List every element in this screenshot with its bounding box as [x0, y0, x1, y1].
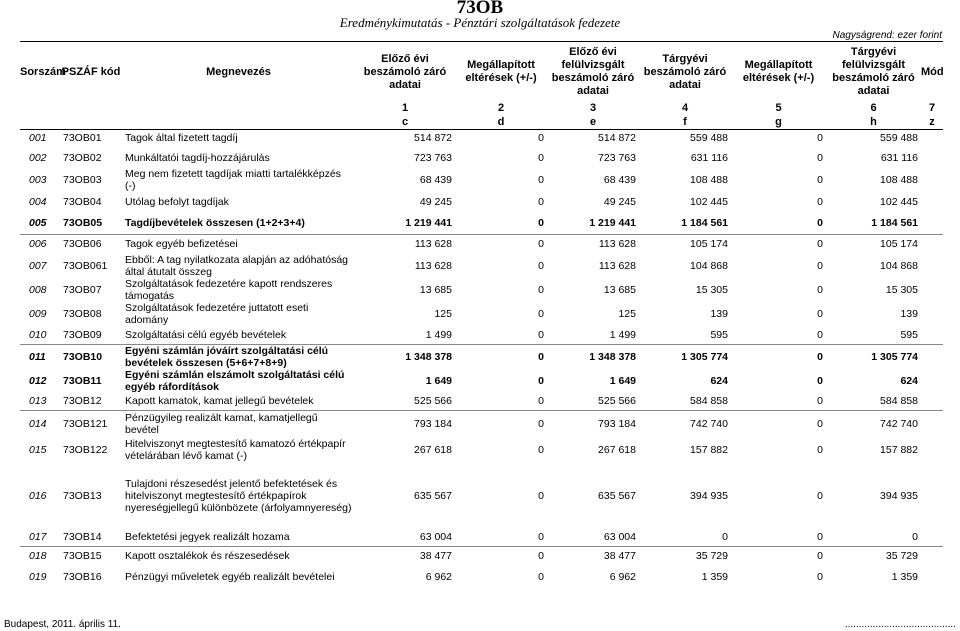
row-mod [921, 463, 943, 529]
row-description: Szolgáltatások fedezetére kapott rendszeres támogatás [125, 278, 333, 302]
row-mod [921, 393, 943, 411]
row-pszaf-code: 73OB08 [63, 308, 102, 320]
row-number: 016 [29, 489, 47, 502]
row-mod [921, 529, 943, 547]
row-value: 0 [817, 132, 823, 144]
row-value: 0 [538, 489, 544, 502]
row-value: 793 184 [598, 417, 636, 430]
row-pszaf-code: 73OB02 [63, 152, 102, 164]
row-value: 1 219 441 [355, 212, 455, 234]
row-number: 008 [29, 284, 47, 296]
row-number: 017 [20, 529, 60, 547]
row-value: 514 872 [598, 132, 636, 144]
row-value: 0 [817, 489, 823, 502]
col-number: 4 [681, 101, 689, 114]
row-value: 15 305 [695, 284, 728, 296]
row-pszaf-code: 73OB06 [63, 238, 102, 251]
row-value: 68 439 [603, 174, 636, 186]
row-mod [921, 192, 943, 212]
row-value: 1 499 [547, 326, 639, 344]
row-value: 38 477 [603, 549, 636, 562]
row-value: 514 872 [414, 132, 452, 144]
table-row [20, 302, 943, 326]
row-value: 0 [455, 212, 547, 234]
row-value: 394 935 [690, 489, 728, 502]
row-value: 125 [618, 308, 636, 320]
row-value: 1 649 [425, 374, 452, 387]
row-value: 0 [538, 570, 544, 583]
col-eltet-1: Megállapított eltérések (+/-) [465, 59, 537, 84]
table-row [20, 254, 943, 278]
row-value: 631 116 [690, 152, 728, 164]
row-value: 525 566 [547, 393, 639, 411]
row-description: Kapott osztalékok és részesedések [125, 549, 290, 562]
row-description: Tagok egyéb befizetései [125, 238, 238, 251]
table-row [20, 369, 943, 393]
footer-signature-line: ........................................ [844, 619, 956, 630]
row-pszaf-code: 73OB11 [63, 374, 102, 387]
row-mod [921, 547, 943, 565]
col-megnevezes: Megnevezés [206, 65, 271, 78]
row-value: 13 685 [419, 284, 452, 296]
row-number: 010 [20, 326, 60, 344]
row-value: 0 [817, 238, 823, 251]
row-pszaf-code: 73OB03 [63, 174, 102, 186]
col-letter: c [355, 115, 455, 130]
row-value: 49 245 [419, 196, 452, 208]
row-value: 0 [538, 152, 544, 164]
table-row [20, 565, 943, 589]
row-value: 113 628 [414, 260, 452, 272]
row-value: 1 348 378 [405, 350, 452, 363]
row-number: 015 [29, 443, 47, 456]
row-value: 0 [538, 417, 544, 430]
row-value: 0 [538, 374, 544, 387]
row-value: 0 [817, 174, 823, 186]
row-value: 559 488 [880, 132, 918, 144]
row-description: Befektetési jegyek realizált hozama [122, 529, 355, 547]
row-mod [921, 168, 943, 192]
row-description: Hitelviszonyt megtestesítő kamatozó értékpapír vételárában lévő kamat (-) [125, 437, 346, 462]
table-row [20, 344, 943, 369]
table-row [20, 148, 943, 168]
col-elozo-felulvizsgalt: Előző évi felülvizsgált beszámoló záró adatai [551, 46, 635, 97]
data-table [20, 128, 943, 589]
table-row [20, 547, 943, 565]
row-value: 0 [817, 260, 823, 272]
col-letter: d [455, 115, 547, 130]
row-value: 1 184 561 [826, 212, 921, 234]
row-value: 139 [710, 308, 728, 320]
row-value: 0 [455, 393, 547, 411]
row-value: 1 649 [609, 374, 636, 387]
row-value: 0 [538, 196, 544, 208]
row-value: 0 [455, 326, 547, 344]
row-value: 139 [900, 308, 918, 320]
col-pszaf-kod: PSZÁF kód [61, 65, 121, 78]
row-value: 584 858 [639, 393, 731, 411]
row-value: 102 445 [690, 196, 728, 208]
row-mod [921, 411, 943, 437]
col-letter: z [921, 115, 943, 130]
row-mod [921, 565, 943, 589]
row-value: 0 [538, 308, 544, 320]
row-description: Tagdíjbevételek összesen (1+2+3+4) [122, 212, 355, 234]
row-value: 0 [538, 174, 544, 186]
row-pszaf-code: 73OB01 [63, 132, 102, 144]
table-row [20, 463, 943, 529]
row-description: Meg nem fizetett tagdíjak miatti tartalékképzés (-) [125, 168, 341, 192]
row-value: 0 [731, 326, 826, 344]
row-description: Ebből: A tag nyilatkozata alapján az adóhatóság által átutalt összeg [125, 254, 349, 278]
col-mod: Mód [921, 65, 944, 78]
row-value: 0 [817, 549, 823, 562]
row-value: 0 [817, 152, 823, 164]
row-value: 1 305 774 [681, 350, 728, 363]
row-value: 595 [826, 326, 921, 344]
row-number: 003 [29, 174, 47, 186]
row-value: 104 868 [690, 260, 728, 272]
row-value: 68 439 [419, 174, 452, 186]
row-mod [921, 369, 943, 393]
row-mod [921, 278, 943, 302]
row-value: 394 935 [880, 489, 918, 502]
row-value: 0 [538, 132, 544, 144]
row-value: 1 348 378 [589, 350, 636, 363]
row-value: 0 [731, 393, 826, 411]
row-value: 525 566 [355, 393, 455, 411]
col-letter: h [826, 115, 921, 130]
row-mod [921, 148, 943, 168]
row-value: 1 359 [701, 570, 728, 583]
table-row [20, 411, 943, 437]
row-number: 001 [29, 132, 47, 144]
row-pszaf-code: 73OB061 [63, 260, 108, 272]
row-description: Egyéni számlán jóváírt szolgáltatási célú bevételek összesen (5+6+7+8+9) [125, 344, 329, 369]
row-value: 1 219 441 [547, 212, 639, 234]
row-pszaf-code: 73OB09 [60, 326, 122, 344]
row-number: 006 [29, 238, 47, 251]
row-value: 0 [538, 284, 544, 296]
row-value: 113 628 [414, 238, 452, 251]
table-row [20, 128, 943, 148]
row-value: 0 [817, 443, 823, 456]
col-number: 1 [401, 101, 409, 114]
row-value: 35 729 [695, 549, 728, 562]
row-mod [921, 344, 943, 369]
row-value: 0 [817, 284, 823, 296]
row-value: 267 618 [598, 443, 636, 456]
row-mod [921, 326, 943, 344]
row-value: 0 [639, 529, 731, 547]
row-value: 35 729 [885, 549, 918, 562]
row-value: 1 184 561 [639, 212, 731, 234]
row-value: 742 740 [690, 417, 728, 430]
row-value: 793 184 [414, 417, 452, 430]
table-row [20, 393, 943, 411]
col-number: 7 [928, 101, 936, 114]
row-value: 0 [538, 350, 544, 363]
row-mod [921, 234, 943, 254]
row-value: 0 [538, 443, 544, 456]
footer-place-date: Budapest, 2011. április 11. [4, 619, 121, 630]
row-value: 113 628 [598, 260, 636, 272]
col-letter: e [547, 115, 639, 130]
row-value: 0 [538, 238, 544, 251]
row-description: Pénzügyi műveletek egyéb realizált bevételei [125, 570, 335, 583]
row-value: 0 [817, 350, 823, 363]
row-description: Tagok által fizetett tagdíj [125, 132, 238, 144]
row-value: 104 868 [880, 260, 918, 272]
row-number: 002 [29, 152, 47, 164]
row-value: 113 628 [598, 238, 636, 251]
row-value: 105 174 [690, 238, 728, 251]
col-letter: f [639, 115, 731, 130]
table-row [20, 529, 943, 547]
row-mod [921, 302, 943, 326]
col-letter: g [731, 115, 826, 130]
row-pszaf-code: 73OB16 [63, 570, 102, 583]
col-number: 5 [775, 101, 782, 114]
row-value: 15 305 [885, 284, 918, 296]
table-row [20, 212, 943, 234]
table-row [20, 326, 943, 344]
report-subtitle: Eredménykimutatás - Pénztári szolgáltatások fedezete [339, 15, 621, 30]
row-description: Pénzügyileg realizált kamat, kamatjellegű bevétel [125, 411, 318, 436]
row-value: 0 [538, 260, 544, 272]
row-number: 009 [29, 308, 47, 320]
row-value: 595 [639, 326, 731, 344]
row-value: 6 962 [425, 570, 452, 583]
row-pszaf-code: 73OB10 [63, 350, 103, 363]
table-row [20, 437, 943, 463]
row-number: 005 [20, 212, 60, 234]
row-pszaf-code: 73OB13 [63, 489, 102, 502]
row-value: 723 763 [598, 152, 636, 164]
report-title: 73OB [456, 0, 504, 18]
row-number: 018 [29, 549, 47, 562]
row-mod [921, 128, 943, 148]
column-header [20, 43, 943, 130]
col-targyevi: Tárgyévi beszámoló záró adatai [643, 52, 727, 91]
row-description: Szolgáltatási célú egyéb bevételek [122, 326, 355, 344]
row-value: 105 174 [880, 238, 918, 251]
row-value: 108 488 [880, 174, 918, 186]
row-value: 125 [434, 308, 452, 320]
row-value: 584 858 [826, 393, 921, 411]
row-value: 38 477 [419, 549, 452, 562]
row-value: 63 004 [547, 529, 639, 547]
row-number: 011 [29, 350, 46, 363]
row-description: Utólag befolyt tagdíjak [125, 196, 229, 208]
col-number: 6 [870, 101, 877, 114]
table-row [20, 168, 943, 192]
row-pszaf-code: 73OB05 [60, 212, 122, 234]
row-pszaf-code: 73OB121 [63, 417, 108, 430]
row-pszaf-code: 73OB14 [60, 529, 122, 547]
row-value: 624 [710, 374, 728, 387]
table-row [20, 234, 943, 254]
row-pszaf-code: 73OB04 [63, 196, 102, 208]
row-value: 559 488 [690, 132, 728, 144]
row-value: 108 488 [690, 174, 728, 186]
row-value: 0 [455, 529, 547, 547]
row-number: 007 [29, 260, 47, 272]
row-mod [921, 254, 943, 278]
row-description: Kapott kamatok, kamat jellegű bevételek [122, 393, 355, 411]
row-value: 723 763 [414, 152, 452, 164]
row-description: Szolgáltatások fedezetére juttatott eseti adomány [125, 302, 309, 326]
row-value: 13 685 [603, 284, 636, 296]
row-pszaf-code: 73OB07 [63, 284, 102, 296]
row-value: 102 445 [880, 196, 918, 208]
row-number: 014 [29, 417, 47, 430]
header-top-rule [20, 41, 943, 42]
row-value: 0 [731, 529, 826, 547]
row-value: 0 [538, 549, 544, 562]
row-value: 1 499 [355, 326, 455, 344]
table-row [20, 278, 943, 302]
row-number: 012 [29, 374, 47, 387]
row-mod [921, 437, 943, 463]
row-value: 0 [817, 417, 823, 430]
row-number: 004 [29, 196, 47, 208]
col-sorszam: Sorszám [20, 65, 66, 78]
col-eltet-2: Megállapított eltérések (+/-) [742, 59, 815, 84]
row-value: 635 567 [414, 489, 452, 502]
col-elozo-evi: Előző évi beszámoló záró adatai [363, 52, 447, 91]
row-value: 742 740 [880, 417, 918, 430]
row-value: 0 [731, 212, 826, 234]
col-targyevi-felulvizsgalt: Tárgyévi felülvizsgált beszámoló záró adatai [832, 46, 915, 97]
row-pszaf-code: 73OB15 [63, 549, 102, 562]
row-description: Tulajdoni részesedést jelentő befektetések és hitelviszonyt megtestesítő értékpapírok nyereségjellegű különbözete (árfolyamnyereség) [125, 477, 352, 514]
row-value: 157 882 [880, 443, 918, 456]
row-value: 631 116 [880, 152, 918, 164]
row-description: Egyéni számlán elszámolt szolgáltatási célú egyéb ráfordítások [125, 368, 345, 393]
table-row [20, 192, 943, 212]
col-number: 2 [497, 101, 505, 114]
row-value: 6 962 [609, 570, 636, 583]
row-value: 0 [817, 570, 823, 583]
row-value: 0 [817, 308, 823, 320]
row-value: 0 [817, 196, 823, 208]
row-value: 49 245 [603, 196, 636, 208]
row-value: 157 882 [690, 443, 728, 456]
row-value: 63 004 [355, 529, 455, 547]
row-number: 013 [20, 393, 60, 411]
row-value: 0 [826, 529, 921, 547]
row-value: 267 618 [414, 443, 452, 456]
col-number: 3 [589, 101, 597, 114]
row-number: 019 [29, 570, 47, 583]
row-pszaf-code: 73OB122 [63, 443, 108, 456]
row-value: 1 359 [891, 570, 918, 583]
row-value: 1 305 774 [871, 350, 918, 363]
row-value: 624 [900, 374, 918, 387]
row-value: 635 567 [598, 489, 636, 502]
row-value: 0 [817, 374, 823, 387]
row-mod [921, 212, 943, 234]
row-pszaf-code: 73OB12 [60, 393, 122, 411]
unit-note: Nagyságrend: ezer forint [832, 30, 942, 41]
row-description: Munkáltatói tagdíj-hozzájárulás [125, 152, 270, 164]
